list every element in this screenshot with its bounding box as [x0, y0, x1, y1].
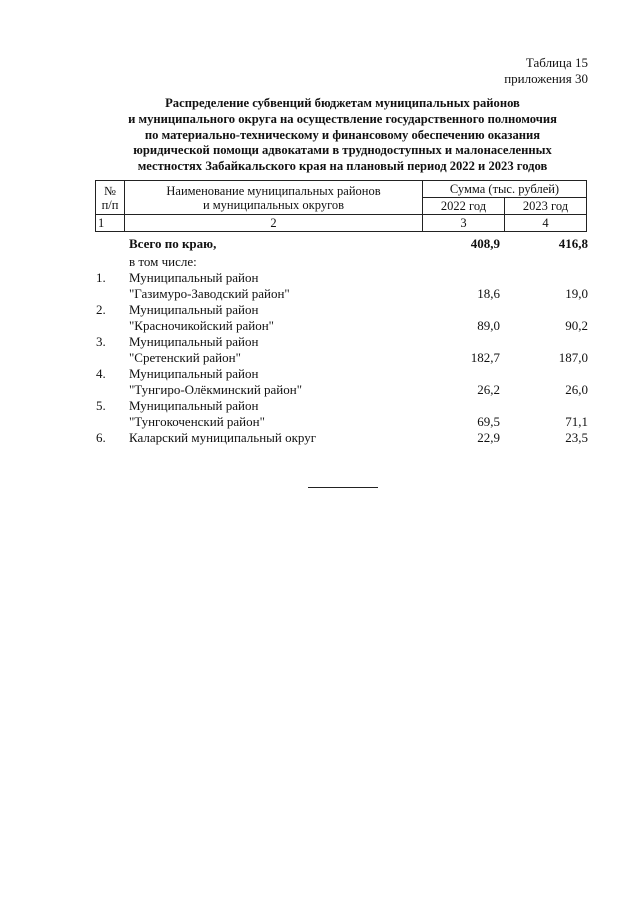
- row-name-line2: "Красночикойский район": [129, 318, 274, 333]
- including-label: в том числе:: [129, 254, 197, 269]
- row-name-line1: Муниципальный район: [129, 302, 259, 317]
- row-number: 5.: [96, 398, 106, 413]
- row-value-2023: 90,2: [565, 318, 588, 333]
- row-value-2022: 18,6: [477, 286, 500, 301]
- row-value-2022: 26,2: [477, 382, 500, 397]
- index-cell: 2: [125, 215, 423, 232]
- total-2022: 408,9: [470, 236, 500, 251]
- row-value-2022: 69,5: [477, 414, 500, 429]
- total-2023: 416,8: [558, 236, 588, 251]
- index-cell: 1: [96, 215, 125, 232]
- row-value-2022: 22,9: [477, 430, 500, 445]
- row-name-line1: Муниципальный район: [129, 334, 259, 349]
- title-line: и муниципального округа на осуществление государственного полномочия: [128, 111, 557, 126]
- table-number: Таблица 15: [525, 55, 588, 70]
- header-col-number: № п/п: [96, 181, 125, 215]
- row-value-2023: 23,5: [565, 430, 588, 445]
- row-name-line1: Муниципальный район: [129, 398, 259, 413]
- title-line: юридической помощи адвокатами в труднодоступных и малонаселенных: [133, 143, 552, 158]
- table-header: [95, 180, 587, 232]
- document-title: [80, 96, 605, 175]
- header-col-name: Наименование муниципальных районов и муниципальных округов: [125, 181, 423, 215]
- header-col-2022: 2022 год: [423, 198, 505, 215]
- row-value-2022: 182,7: [470, 350, 500, 365]
- row-name-line2: "Сретенский район": [129, 350, 241, 365]
- row-name-line2: "Тунгиро-Олёкминский район": [129, 382, 303, 397]
- index-cell: 3: [423, 215, 505, 232]
- header-col-2023: 2023 год: [505, 198, 587, 215]
- row-value-2023: 19,0: [565, 286, 588, 301]
- row-number: 6.: [96, 430, 106, 445]
- end-separator-line: [308, 487, 378, 488]
- row-value-2023: 187,0: [558, 350, 588, 365]
- row-name-line2: "Тунгокоченский район": [129, 414, 265, 429]
- appendix-number: приложения 30: [504, 71, 588, 86]
- row-number: 2.: [96, 302, 106, 317]
- row-number: 1.: [96, 270, 106, 285]
- header-col-sum: Сумма (тыс. рублей): [423, 181, 587, 198]
- title-line: Распределение субвенций бюджетам муниципальных районов: [165, 96, 520, 110]
- row-value-2022: 89,0: [477, 318, 500, 333]
- total-label: Всего по краю,: [129, 236, 217, 251]
- row-name-line1: Муниципальный район: [129, 366, 259, 381]
- row-name-line1: Муниципальный район: [129, 270, 259, 285]
- row-number: 3.: [96, 334, 106, 349]
- row-number: 4.: [96, 366, 106, 381]
- title-line: местностях Забайкальского края на плановый период 2022 и 2023 годов: [137, 159, 548, 174]
- row-name-line1: Каларский муниципальный округ: [129, 430, 317, 445]
- row-name-line2: "Газимуро-Заводский район": [129, 286, 290, 301]
- title-line: по материально-техническому и финансовому обеспечению оказания: [144, 127, 541, 142]
- row-value-2023: 26,0: [565, 382, 588, 397]
- row-value-2023: 71,1: [565, 414, 588, 429]
- index-cell: 4: [505, 215, 587, 232]
